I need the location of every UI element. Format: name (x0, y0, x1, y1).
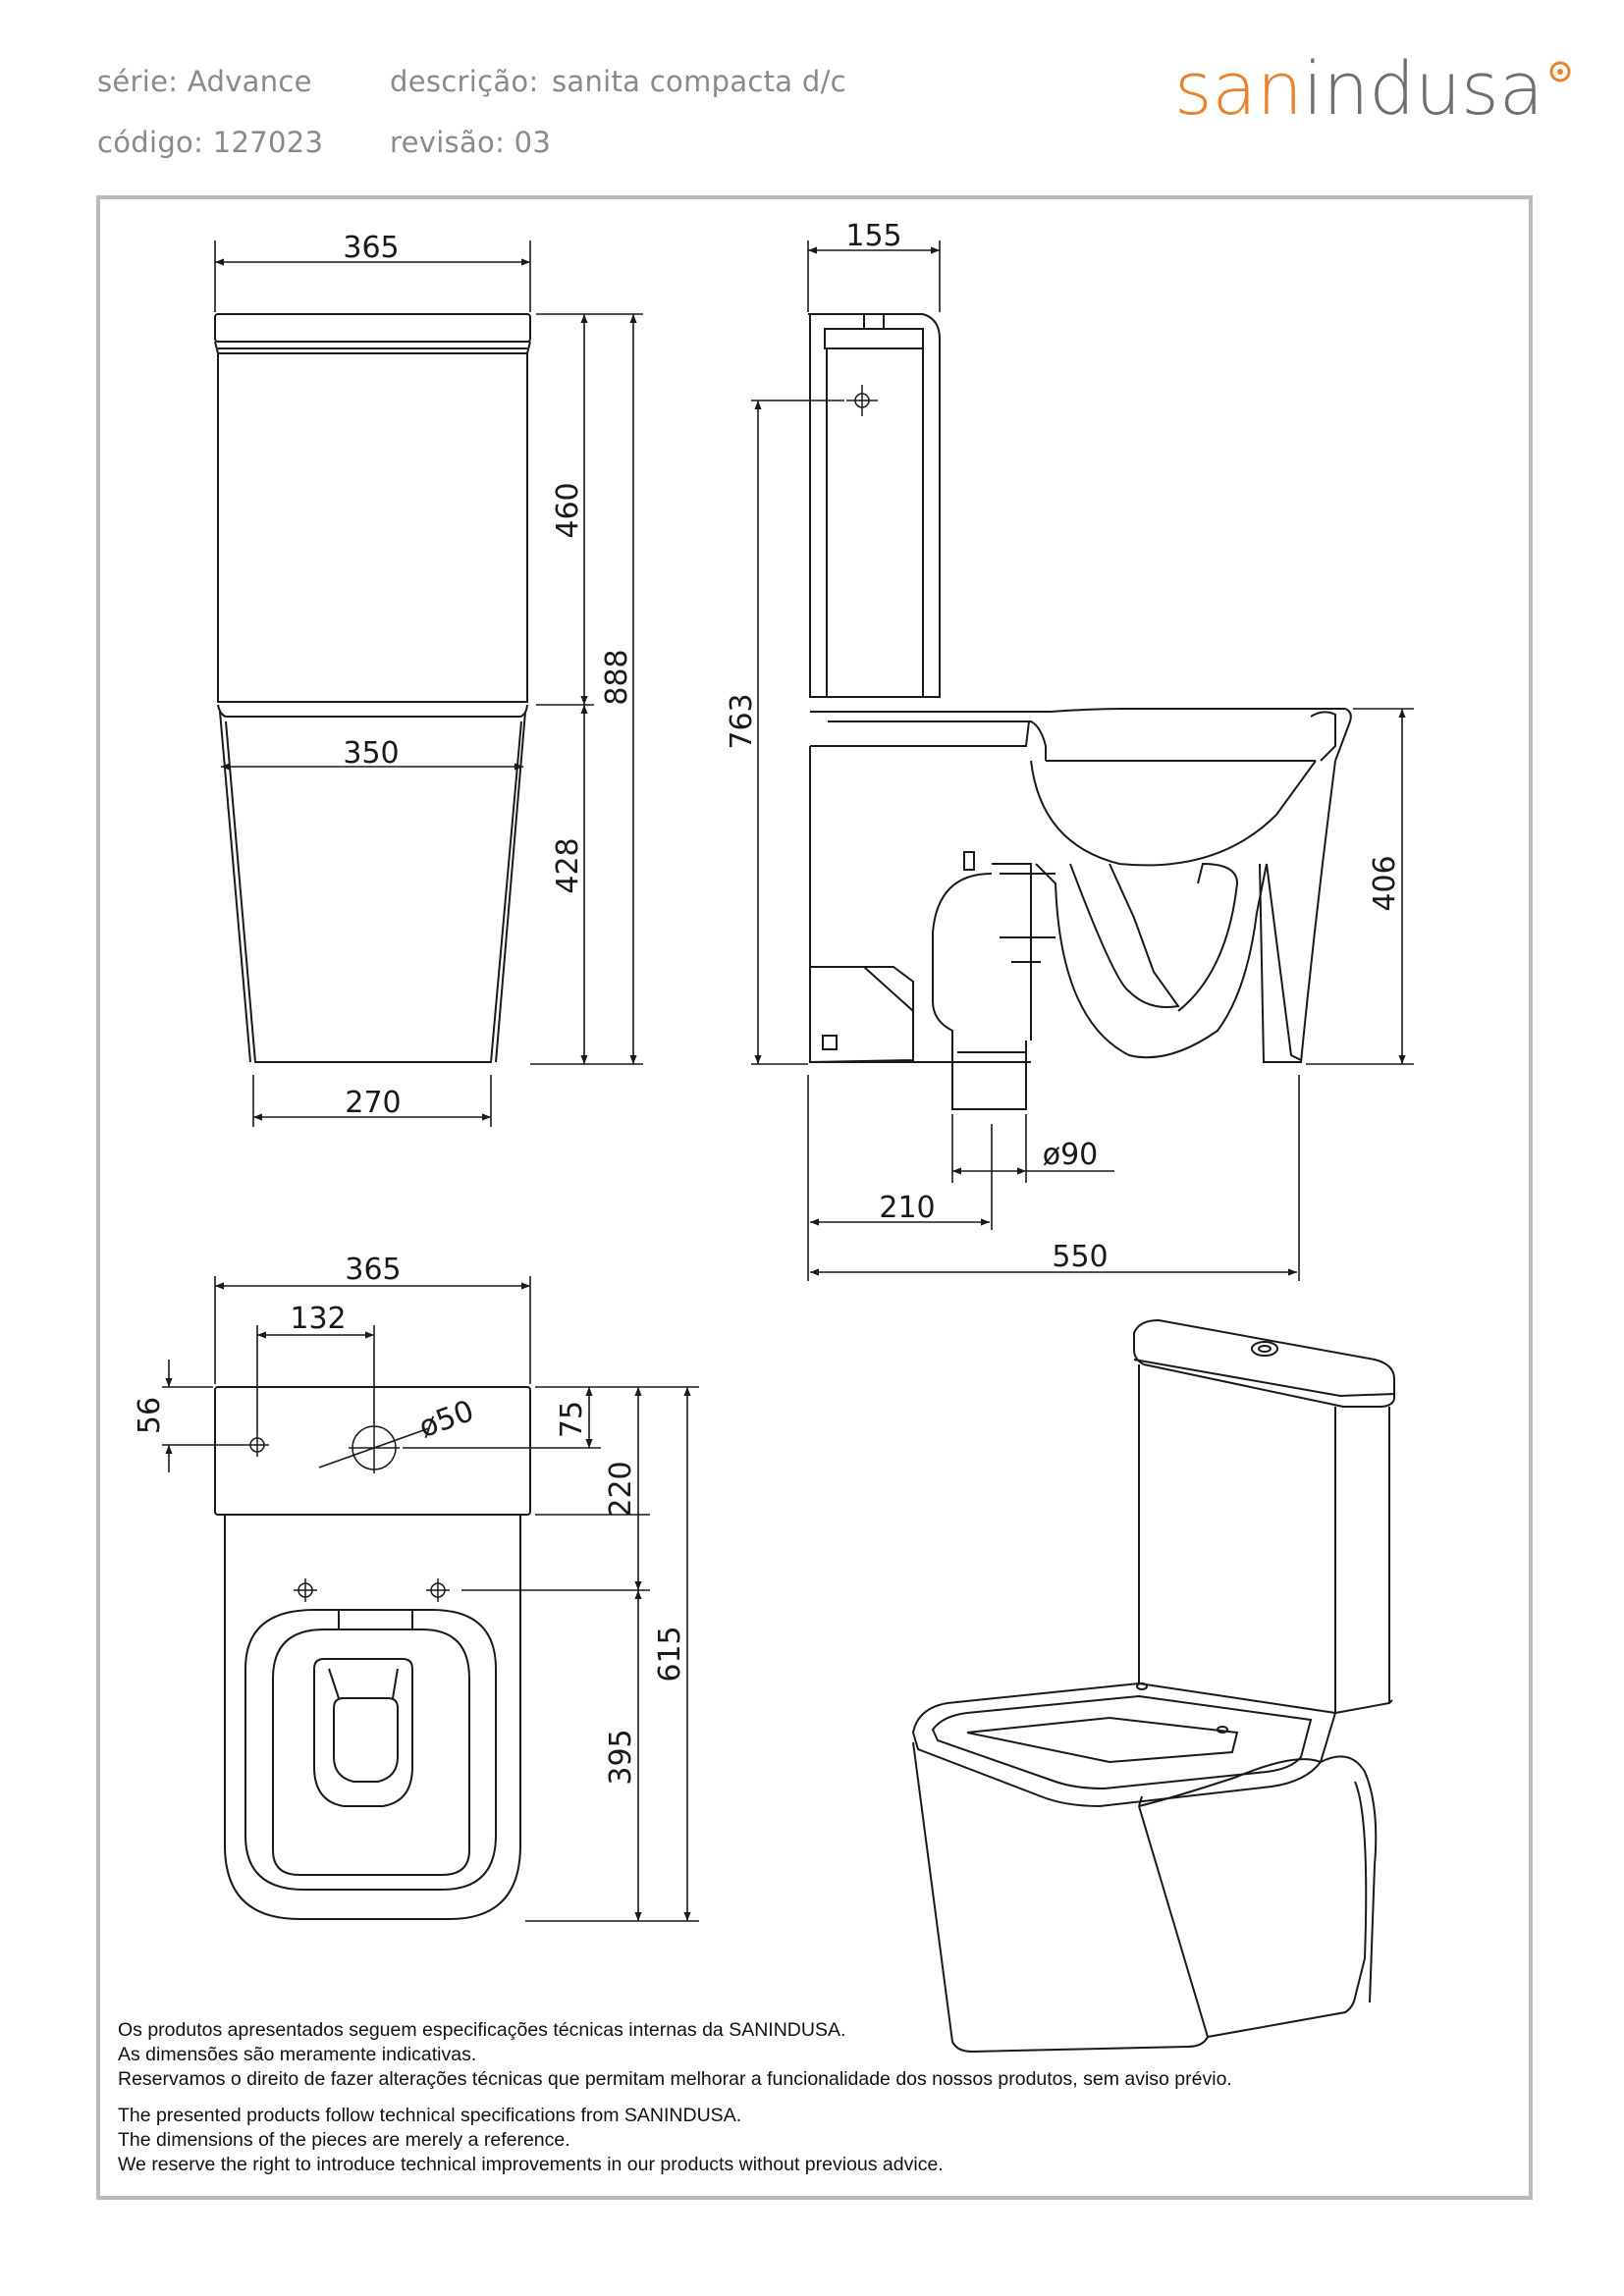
dim-front-total-height: 888 (600, 649, 634, 706)
top-view (215, 1387, 530, 1919)
side-view (808, 314, 1351, 1109)
inlet-marker-icon (846, 385, 878, 416)
logo-part-san: san (1174, 47, 1303, 132)
dim-front-mid-width: 350 (343, 736, 400, 771)
front-view (215, 314, 530, 1062)
top-dimensions (162, 1276, 699, 1921)
dim-side-inlet-height: 763 (725, 693, 759, 750)
top-hole-markers-icon (245, 1422, 450, 1602)
dim-top-hole-diameter: ø50 (414, 1393, 479, 1446)
dim-top-total-depth: 615 (653, 1626, 687, 1682)
logo-part-indusa: indusa (1302, 47, 1544, 132)
perspective-view (913, 1320, 1394, 2052)
dim-side-outlet-diameter: ø90 (1042, 1138, 1099, 1172)
dim-front-base-width: 270 (345, 1086, 402, 1120)
dim-side-outlet-distance: 210 (879, 1191, 936, 1225)
descricao-value: sanita compacta d/c (552, 65, 846, 98)
dim-top-width: 365 (345, 1253, 402, 1287)
dim-top-hole-offset: 132 (290, 1302, 347, 1336)
dim-front-top-width: 365 (343, 231, 400, 265)
descricao-label: descrição: (390, 65, 539, 98)
dim-top-hole-side: 56 (133, 1396, 167, 1435)
disclaimer-en-line: We reserve the right to introduce technical improvements in our products without previous advice. (118, 2154, 944, 2175)
disclaimer-pt-line: Reservamos o direito de fazer alterações técnicas que permitam melhorar a funcionalidade dos nossos produtos, sem aviso prévio. (118, 2068, 1232, 2090)
dim-top-bowl-depth: 395 (604, 1729, 638, 1786)
dim-front-bowl-height: 428 (551, 837, 585, 894)
dim-front-tank-height: 460 (551, 482, 585, 539)
codigo-label: código: 127023 (97, 126, 324, 159)
front-dimensions (215, 240, 643, 1127)
disclaimer-pt (118, 2018, 1232, 2092)
disclaimer-en (118, 2104, 944, 2177)
disclaimer-pt-line: Os produtos apresentados seguem especificações técnicas internas da SANINDUSA. (118, 2019, 846, 2041)
serie-label: série: Advance (97, 65, 312, 98)
dim-side-seat-height: 406 (1368, 855, 1402, 912)
disclaimer-en-line: The presented products follow technical specifications from SANINDUSA. (118, 2105, 742, 2126)
dim-top-tank-depth: 220 (604, 1461, 638, 1518)
dim-side-total-depth: 550 (1052, 1240, 1109, 1274)
dim-top-hole-depth: 75 (555, 1400, 589, 1439)
disclaimer-en-line: The dimensions of the pieces are merely a reference. (118, 2129, 570, 2151)
dim-side-tank-depth: 155 (845, 219, 902, 253)
revisao-label: revisão: 03 (390, 126, 552, 159)
disclaimer-pt-line: As dimensões são meramente indicativas. (118, 2044, 477, 2065)
